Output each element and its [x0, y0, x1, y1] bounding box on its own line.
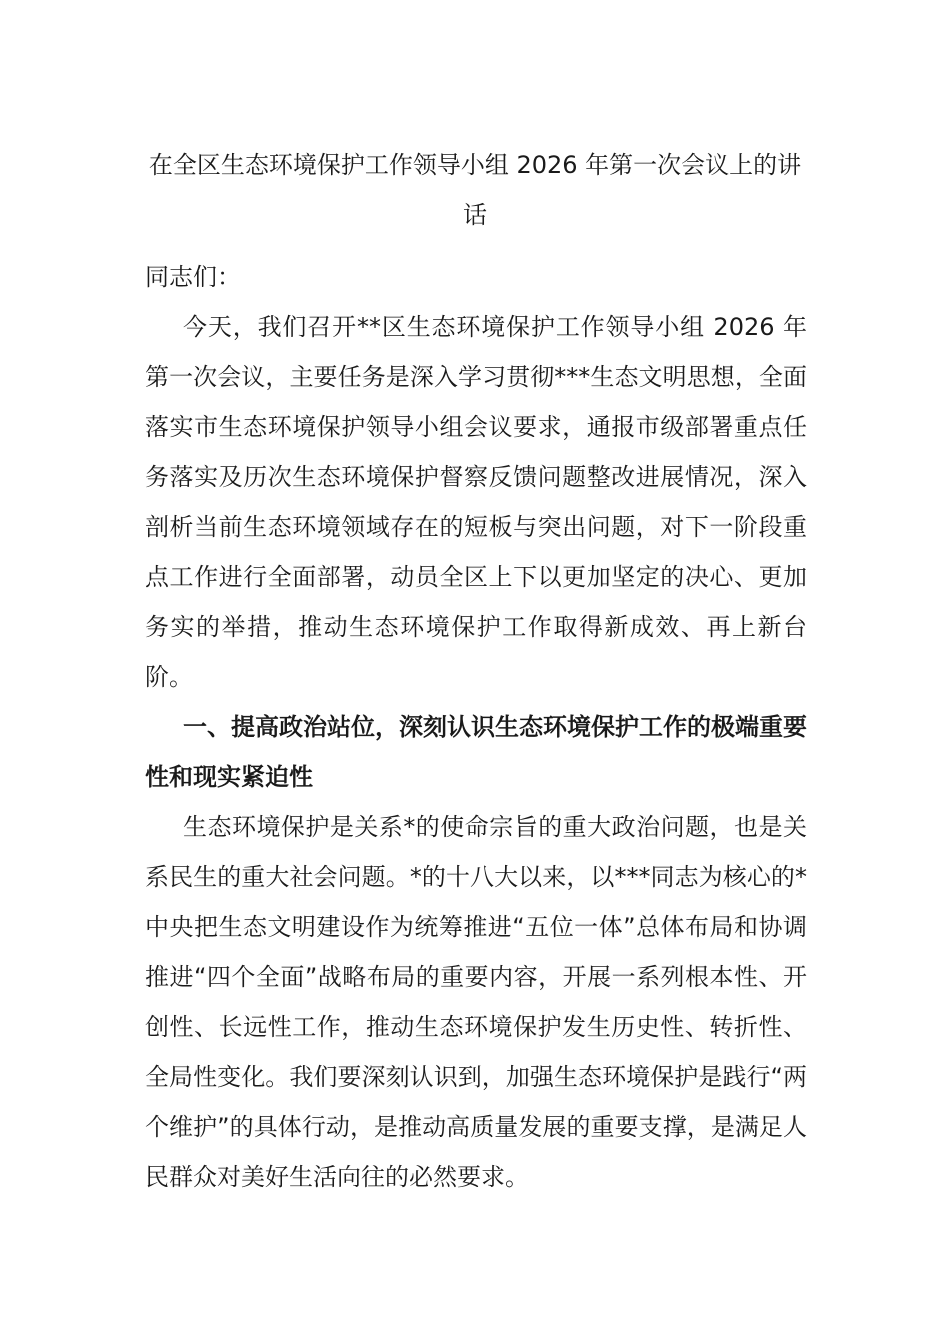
intro-paragraph: 今天，我们召开**区生态环境保护工作领导小组 2026 年第一次会议，主要任务是深入学习贯彻***生态文明思想，全面落实市生态环境保护领导小组会议要求，通报市级部署重点任务落实及历次生态环境保护督察反馈问题整改进展情况，深入剖析当前生态环境领域存在的短板与突出问题，对下一阶段重点工作进行全面部署，动员全区上下以更加坚定的决心、更加务实的举措，推动生态环境保护工作取得新成效、再上新台阶。 [145, 313, 807, 691]
salutation: 同志们： [145, 263, 241, 291]
section-1-paragraph: 生态环境保护是关系*的使命宗旨的重大政治问题，也是关系民生的重大社会问题。*的十八大以来，以***同志为核心的*中央把生态文明建设作为统筹推进“五位一体”总体布局和协调推进“四个全面”战略布局的重要内容，开展一系列根本性、开创性、长远性工作，推动生态环境保护发生历史性、转折性、全局性变化。我们要深刻认识到，加强生态环境保护是践行“两个维护”的具体行动，是推动高质量发展的重要支撑，是满足人民群众对美好生活向往的必然要求。 [145, 813, 807, 1191]
speech-body [145, 252, 807, 1202]
section-heading-1: 一、提高政治站位，深刻认识生态环境保护工作的极端重要性和现实紧迫性 [145, 713, 807, 791]
speech-title: 在全区生态环境保护工作领导小组 2026 年第一次会议上的讲话 [148, 151, 802, 229]
